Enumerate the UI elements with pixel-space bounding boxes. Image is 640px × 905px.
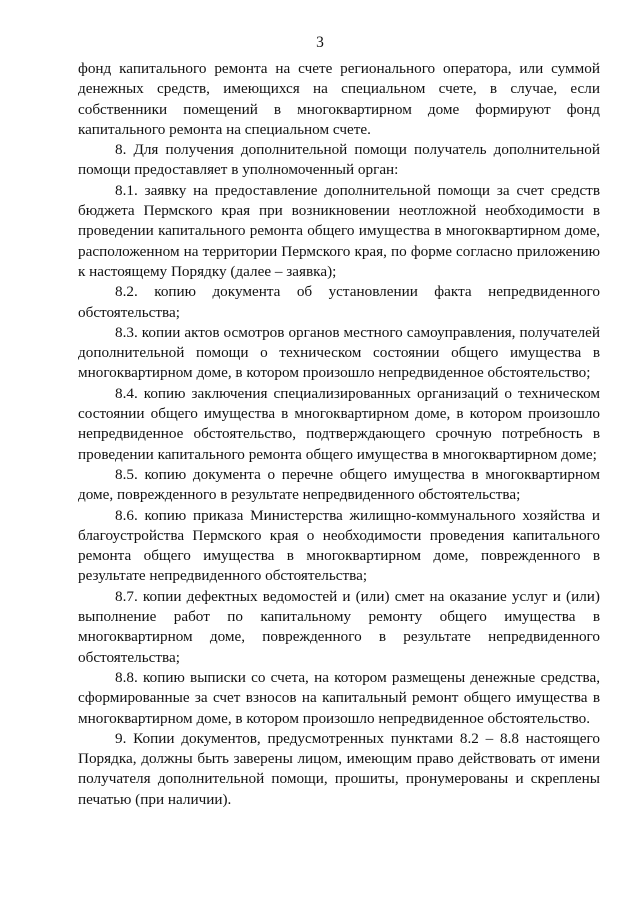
- paragraph-continuation: фонд капитального ремонта на счете регионального оператора, или суммой денежных средств, имеющихся на специальном счете, в случае, если собственники помещений в многоквартирном доме формируют фонд капитального ремонта на специальном счете.: [78, 60, 600, 138]
- paragraph-item-8-6: 8.6. копию приказа Министерства жилищно-коммунального хозяйства и благоустройства Пермского края о необходимости проведения капитального ремонта общего имущества в многоквартирном доме, поврежденного в результате непредвиденного обстоятельства;: [78, 506, 600, 585]
- paragraph-item-8: 8. Для получения дополнительной помощи получатель дополнительной помощи предоставляет в уполномоченный орган:: [78, 141, 600, 179]
- paragraph-item-8-7: 8.7. копии дефектных ведомостей и (или) смет на оказание услуг и (или) выполнение работ по капитальному ремонту общего имущества в многоквартирном доме, поврежденного в результате непредвиденного обстоятельства;: [78, 587, 600, 666]
- paragraph-item-8-1: 8.1. заявку на предоставление дополнительной помощи за счет средств бюджета Пермского края при возникновении неотложной необходимости в проведении капитального ремонта общего имущества в многоквартирном доме, расположенном на территории Пермского края, по форме согласно приложению к настоящему Порядку (далее – заявка);: [78, 181, 600, 280]
- paragraph-item-9: 9. Копии документов, предусмотренных пунктами 8.2 – 8.8 настоящего Порядка, должны быть заверены лицом, имеющим право действовать от имени получателя дополнительной помощи, прошиты, пронумерованы и скреплены печатью (при наличии).: [78, 729, 600, 808]
- paragraph-item-8-8: 8.8. копию выписки со счета, на котором размещены денежные средства, сформированные за счет взносов на капитальный ремонт общего имущества в многоквартирном доме, в котором произошло непредвиденное обстоятельство.: [78, 668, 600, 727]
- paragraph-item-8-5: 8.5. копию документа о перечне общего имущества в многоквартирном доме, поврежденного в результате непредвиденного обстоятельства;: [78, 465, 600, 504]
- page-number: 3: [316, 34, 324, 51]
- document-body: [78, 59, 600, 810]
- paragraph-item-8-4: 8.4. копию заключения специализированных организаций о техническом состоянии общего имущества в многоквартирном доме, в котором произошло непредвиденное обстоятельство, подтверждающего срочную потребность в проведении капитального ремонта общего имущества в многоквартирном доме;: [78, 384, 600, 463]
- paragraph-item-8-3: 8.3. копии актов осмотров органов местного самоуправления, получателей дополнительной помощи о техническом состоянии общего имущества в многоквартирном доме, в котором произошло непредвиденное обстоятельство;: [78, 323, 600, 382]
- paragraph-item-8-2: 8.2. копию документа об установлении факта непредвиденного обстоятельства;: [78, 283, 600, 321]
